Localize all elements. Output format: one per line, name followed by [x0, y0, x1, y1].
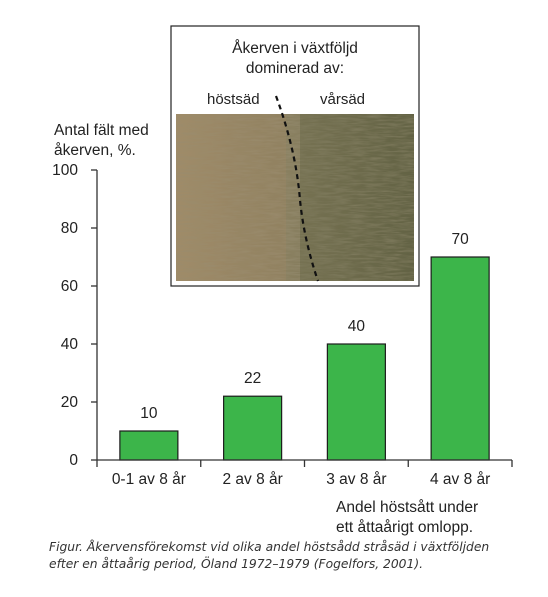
bar: [327, 344, 385, 460]
figure-caption: [49, 539, 539, 573]
y-axis-label-line-1: Antal fält med: [54, 122, 149, 139]
y-tick-label: 0: [69, 452, 78, 469]
inset-title-line-1: Åkerven i växtföljd: [232, 40, 358, 57]
bar-data-label: 40: [347, 318, 365, 335]
x-tick-label: 0-1 av 8 år: [111, 471, 186, 488]
x-axis-label-line-2: ett åttaårigt omlopp.: [336, 519, 473, 536]
caption-line-1: Figur. Åkervensförekomst vid olika andel höstsådd stråsäd i växtföljden: [49, 540, 490, 554]
caption-line-2: efter en åttaårig period, Öland 1972–1979 (Fogelfors, 2001).: [49, 557, 424, 571]
x-axis-label-line-1: Andel höstsått under: [336, 499, 479, 516]
field-photo: [176, 114, 414, 281]
y-axis-label-line-2: åkerven, %.: [54, 142, 136, 159]
bar: [120, 431, 178, 460]
bar: [224, 396, 282, 460]
y-tick-label: 80: [60, 220, 78, 237]
y-tick-label: 20: [60, 394, 78, 411]
bar-data-label: 22: [244, 370, 262, 388]
bar-data-label: 70: [451, 231, 469, 248]
x-tick-label: 2 av 8 år: [222, 471, 283, 488]
bar-data-label: 10: [140, 405, 158, 422]
x-axis-ticks: [97, 460, 512, 467]
inset-label-right: vårsäd: [320, 91, 366, 108]
x-tick-label: 4 av 8 år: [429, 471, 491, 488]
y-tick-label: 100: [52, 162, 78, 179]
y-tick-label: 40: [60, 336, 78, 353]
y-tick-label: 60: [60, 278, 78, 295]
inset-photo-box: [171, 26, 419, 286]
y-axis-ticks: [52, 162, 97, 469]
inset-label-left: höstsäd: [207, 91, 260, 108]
x-tick-label: 3 av 8 år: [326, 471, 387, 488]
inset-title-line-2: dominerad av:: [245, 60, 345, 77]
bar: [431, 257, 489, 460]
